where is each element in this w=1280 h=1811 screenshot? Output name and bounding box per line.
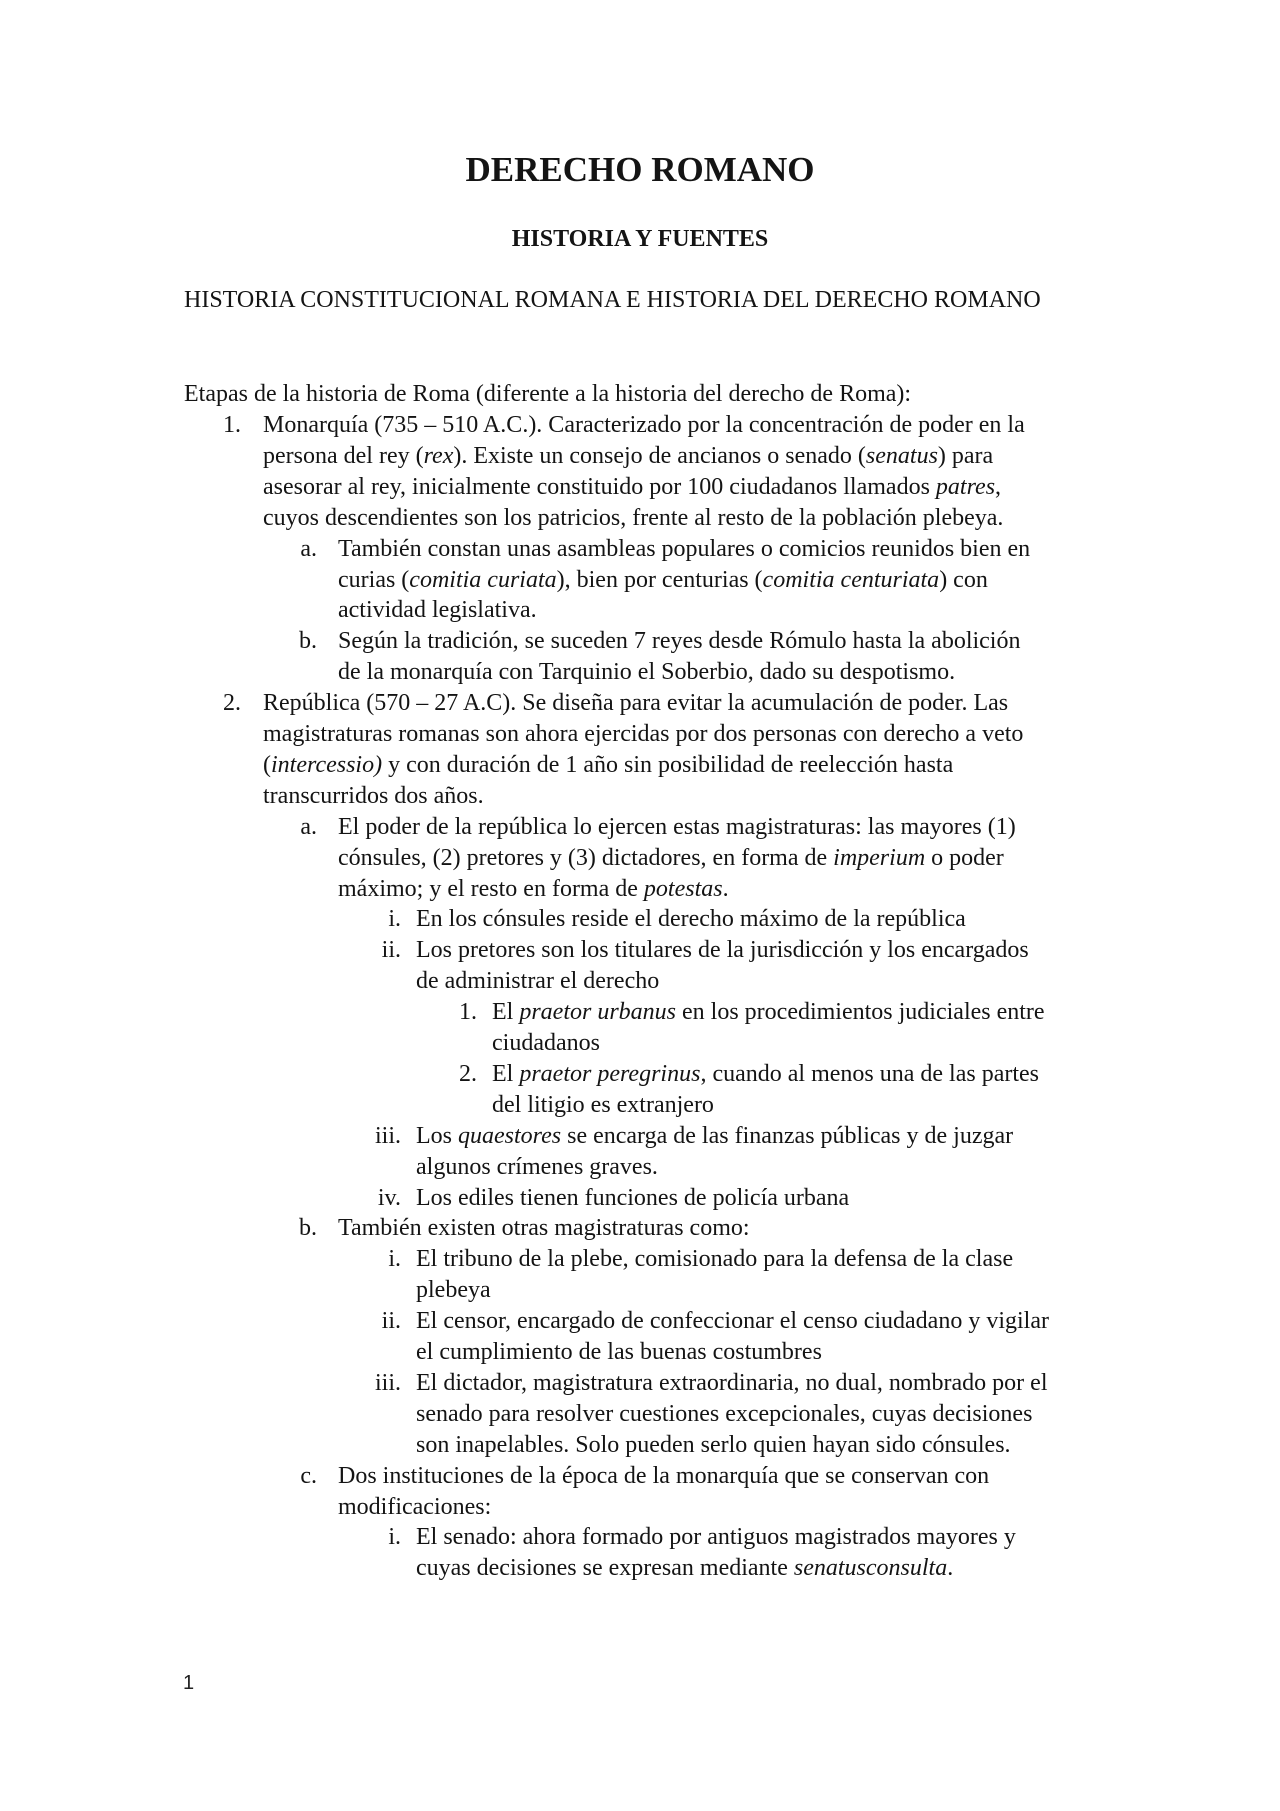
text-segment: senado para resolver cuestiones excepcionales, cuyas decisiones (416, 1400, 1033, 1427)
text-segment: magistraturas romanas son ahora ejercidas por dos personas con derecho a veto (263, 721, 1024, 747)
list-item-line (338, 1492, 491, 1523)
text-segment: , cuando al menos una de las partes (700, 1060, 1039, 1087)
list-item-line (416, 904, 966, 935)
text-segment: También constan unas asambleas populares o comicios reunidos bien en (338, 535, 1031, 562)
text-segment: curias ( (338, 566, 410, 593)
list-item-line (338, 843, 1004, 874)
list-item-line (263, 781, 484, 812)
text-segment: . (947, 1555, 954, 1582)
text-segment: El (492, 1060, 520, 1087)
text-segment: de la monarquía con Tarquinio el Soberbio, dado su despotismo. (338, 659, 956, 686)
intro-paragraph: Etapas de la historia de Roma (diferente a la historia del derecho de Roma): (184, 381, 912, 407)
text-segment: son inapelables. Solo pueden serlo quien hayan sido cónsules. (416, 1431, 1011, 1458)
text-segment: asesorar al rey, inicialmente constituido por 100 ciudadanos llamados (263, 473, 936, 500)
text-segment: República (570 – 27 A.C). Se diseña para evitar la acumulación de poder. Las (263, 690, 1009, 717)
text-segment: cuyos descendientes son los patricios, frente al resto de la población plebeya. (263, 504, 1004, 531)
text-segment: del litigio es extranjero (492, 1091, 714, 1118)
list-item-line (338, 657, 955, 688)
text-segment: ( (263, 751, 271, 778)
list-marker: iii. (374, 1369, 401, 1396)
text-segment: cuyas decisiones se expresan mediante (416, 1555, 794, 1582)
list-item-line (338, 812, 1016, 843)
text-segment: el cumplimiento de las buenas costumbres (416, 1339, 822, 1365)
page-number: 1 (183, 1672, 195, 1694)
list-item-line (338, 626, 1020, 657)
text-segment: ) para (937, 442, 994, 469)
text-segment: El senado: ahora formado por antiguos magistrados mayores y (416, 1524, 1016, 1551)
document-subtitle: HISTORIA Y FUENTES (511, 226, 769, 252)
text-segment: Dos instituciones de la época de la monarquía que se conservan con (338, 1462, 990, 1489)
text-segment: ), bien por centurias ( (556, 566, 763, 593)
list-item-line (492, 1090, 714, 1121)
text-segment: , (995, 473, 1002, 500)
text-segment: o poder (925, 844, 1004, 871)
text-segment: se encarga de las finanzas públicas y de juzgar (561, 1122, 1014, 1149)
list-item-line (338, 595, 537, 626)
list-item-line (416, 1306, 1049, 1337)
list-marker: 1. (459, 999, 477, 1026)
list-item-line (416, 1368, 1048, 1399)
text-segment: El poder de la república lo ejercen estas magistraturas: las mayores (1) (338, 813, 1016, 840)
list-marker: iii. (374, 1122, 401, 1149)
list-item-line (263, 441, 993, 472)
list-marker: i. (388, 1246, 401, 1273)
text-segment: Monarquía (735 – 510 A.C.). Caracterizado por la concentración de poder en la (263, 412, 1025, 438)
list-marker: b. (299, 1215, 317, 1242)
italic-term: quaestores (458, 1122, 562, 1149)
list-item-line (338, 565, 988, 596)
list-marker: ii. (381, 937, 401, 964)
text-segment: El (492, 999, 520, 1026)
list-item-line (416, 1522, 1016, 1553)
italic-term: imperium (833, 844, 926, 871)
text-segment: El dictador, magistratura extraordinaria, no dual, nombrado por el (416, 1369, 1048, 1396)
text-segment: plebeya (416, 1277, 491, 1304)
list-item-line (338, 1213, 750, 1244)
list-item-line (416, 1553, 953, 1584)
text-segment: En los cónsules reside el derecho máximo de la república (416, 906, 966, 933)
list-item-line (492, 1059, 1039, 1090)
italic-term: comitia centuriata (762, 566, 940, 593)
list-item-line (338, 1461, 989, 1492)
text-segment: El tribuno de la plebe, comisionado para la defensa de la clase (416, 1246, 1014, 1273)
italic-term: patres (935, 473, 996, 500)
text-segment: de administrar el derecho (416, 968, 660, 995)
text-segment: transcurridos dos años. (263, 782, 484, 809)
list-marker: 2. (459, 1060, 477, 1087)
list-marker: a. (300, 535, 317, 562)
list-marker: c. (300, 1462, 317, 1489)
list-item-line (416, 1121, 1013, 1152)
text-segment: algunos crímenes graves. (416, 1153, 658, 1180)
text-segment: ciudadanos (492, 1030, 600, 1056)
italic-term: senatus (865, 442, 938, 469)
list-item-line (416, 966, 659, 997)
italic-term: comitia curiata (409, 566, 557, 593)
list-marker: iv. (377, 1184, 401, 1211)
italic-term: potestas (643, 875, 723, 902)
text-segment: . (722, 875, 729, 902)
list-item-line (338, 874, 729, 905)
list-marker: ii. (381, 1308, 401, 1335)
italic-term: praetor peregrinus (519, 1060, 701, 1087)
text-segment: y con duración de 1 año sin posibilidad de reelección hasta (382, 751, 954, 778)
list-marker: 1. (223, 412, 241, 438)
list-item-line (263, 503, 1003, 534)
list-item-line (492, 997, 1045, 1028)
text-segment: cónsules, (2) pretores y (3) dictadores, en forma de (338, 844, 834, 871)
text-segment: persona del rey ( (263, 442, 424, 469)
list-marker: i. (388, 1524, 401, 1551)
document-title: DERECHO ROMANO (465, 150, 815, 189)
list-item-line (492, 1028, 600, 1059)
list-item-line (416, 1275, 491, 1306)
list-item-line (416, 1337, 822, 1368)
text-segment: ). Existe un consejo de ancianos o senado ( (453, 442, 866, 469)
text-segment: en los procedimientos judiciales entre (676, 999, 1045, 1026)
text-segment: Los ediles tienen funciones de policía urbana (416, 1184, 850, 1211)
list-marker: 2. (223, 690, 241, 717)
list-item-line (416, 1399, 1032, 1430)
list-marker: i. (388, 906, 401, 933)
text-segment: Según la tradición, se suceden 7 reyes desde Rómulo hasta la abolición (338, 628, 1021, 655)
list-item-line (263, 750, 953, 781)
text-segment: modificaciones: (338, 1493, 492, 1520)
list-item-line (338, 534, 1030, 565)
text-segment: También existen otras magistraturas como: (338, 1215, 750, 1242)
text-segment: Los (416, 1122, 458, 1149)
list-marker: a. (300, 813, 317, 840)
italic-term: rex (423, 442, 454, 469)
list-item-line (416, 1430, 1011, 1461)
italic-term: intercessio) (271, 751, 383, 778)
list-item-line (263, 472, 1001, 503)
text-segment: El censor, encargado de confeccionar el censo ciudadano y vigilar (416, 1308, 1049, 1335)
list-item-line (263, 688, 1008, 719)
text-segment: ) con (939, 566, 988, 593)
text-segment: actividad legislativa. (338, 597, 537, 624)
list-item-line (416, 1183, 849, 1214)
text-segment: máximo; y el resto en forma de (338, 875, 644, 902)
section-heading: HISTORIA CONSTITUCIONAL ROMANA E HISTORIA DEL DERECHO ROMANO (184, 287, 1041, 313)
list-item-line (263, 410, 1025, 441)
italic-term: senatusconsulta (793, 1555, 948, 1582)
list-marker: b. (299, 628, 317, 655)
list-item-line (416, 1244, 1013, 1275)
list-item-line (416, 1152, 658, 1183)
list-item-line (416, 935, 1029, 966)
text-segment: Los pretores son los titulares de la jurisdicción y los encargados (416, 937, 1029, 964)
list-item-line (263, 719, 1023, 750)
italic-term: praetor urbanus (519, 999, 677, 1026)
